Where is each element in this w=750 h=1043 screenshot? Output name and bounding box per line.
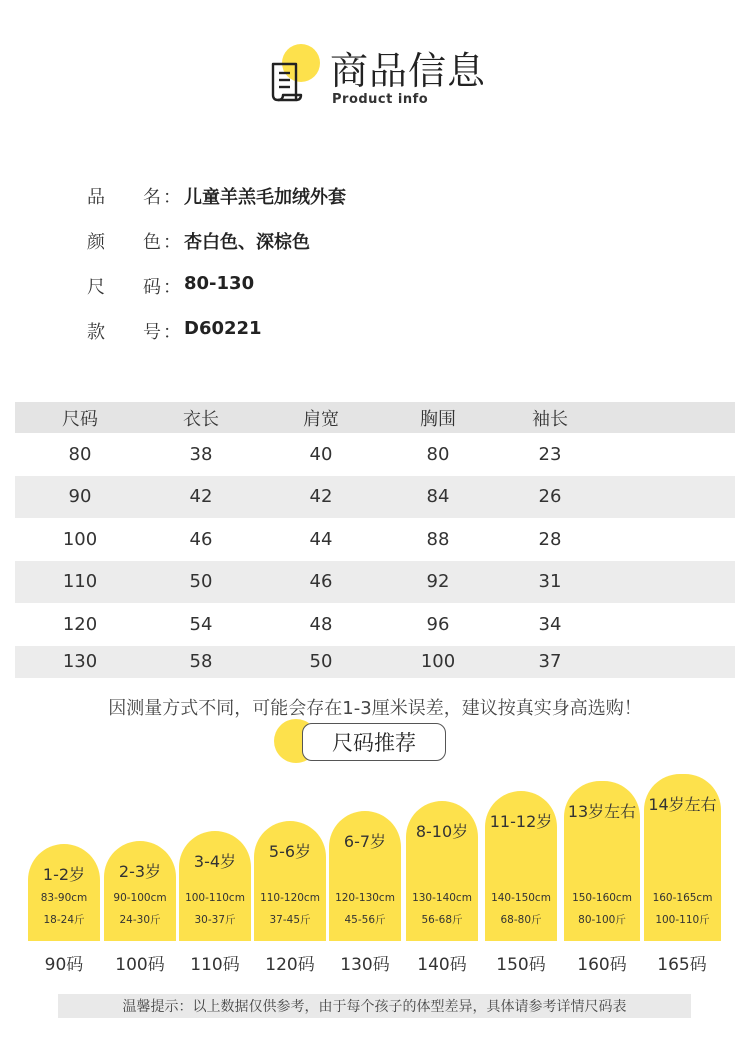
- info-key-char: 色: [143, 232, 161, 253]
- table-row: [15, 561, 735, 604]
- recommend-weight: 80-100斤: [578, 914, 626, 926]
- recommend-size-label: 120码: [265, 955, 315, 975]
- table-cell: 44: [309, 528, 333, 550]
- recommend-weight: 68-80斤: [500, 914, 542, 926]
- table-cell: 54: [189, 613, 213, 635]
- table-cell: 31: [538, 571, 562, 593]
- info-colon: ：: [163, 232, 181, 253]
- table-header-cell: 胸围: [420, 408, 456, 430]
- recommend-height: 150-160cm: [572, 892, 632, 904]
- recommend-title: 尺码推荐: [302, 723, 446, 761]
- recommend-size-label: 100码: [115, 955, 165, 975]
- recommend-size-label: 160码: [577, 955, 627, 975]
- table-cell: 120: [62, 613, 98, 635]
- recommend-bar: [179, 831, 251, 941]
- recommend-weight: 18-24斤: [43, 914, 85, 926]
- table-cell: 42: [309, 486, 333, 508]
- info-key-char: 尺: [87, 277, 105, 298]
- reminder-tip: 温馨提示：以上数据仅供参考，由于每个孩子的体型差异，具体请参考详情尺码表: [58, 994, 691, 1018]
- table-cell: 100: [420, 651, 456, 672]
- info-value: 杏白色、深棕色: [184, 232, 310, 253]
- recommend-size-label: 130码: [340, 955, 390, 975]
- recommend-height: 120-130cm: [335, 892, 395, 904]
- info-value: 儿童羊羔毛加绒外套: [184, 187, 346, 208]
- recommend-age: 8-10岁: [415, 822, 469, 841]
- recommend-height: 83-90cm: [40, 892, 88, 904]
- table-cell: 90: [68, 486, 92, 508]
- recommend-weight: 30-37斤: [194, 914, 236, 926]
- recommend-weight: 45-56斤: [344, 914, 386, 926]
- table-header-cell: 肩宽: [303, 408, 339, 430]
- table-cell: 34: [538, 613, 562, 635]
- info-key-char: 码: [143, 277, 161, 298]
- recommend-age: 13岁左右: [567, 802, 637, 821]
- info-colon: ：: [163, 277, 181, 298]
- recommend-age: 2-3岁: [118, 862, 162, 881]
- recommend-age: 11-12岁: [489, 812, 553, 831]
- measurement-note: 因测量方式不同，可能会存在1-3厘米误差，建议按真实身高选购！: [108, 698, 642, 719]
- table-cell: 28: [538, 528, 562, 550]
- table-cell: 50: [309, 651, 333, 672]
- table-cell: 80: [426, 443, 450, 465]
- recommend-height: 140-150cm: [491, 892, 551, 904]
- recommend-size-label: 165码: [657, 955, 707, 975]
- table-header-cell: 尺码: [62, 408, 98, 430]
- recommend-size-label: 140码: [417, 955, 467, 975]
- recommend-age: 1-2岁: [42, 865, 86, 884]
- table-cell: 96: [426, 613, 450, 635]
- info-value: D60221: [184, 318, 262, 339]
- recommend-height: 90-100cm: [113, 892, 167, 904]
- table-cell: 50: [189, 571, 213, 593]
- table-cell: 46: [309, 571, 333, 593]
- table-cell: 84: [426, 486, 450, 508]
- recommend-bar: [485, 791, 557, 941]
- table-header-row: [15, 402, 735, 433]
- recommend-bar: [329, 811, 401, 941]
- table-row: [15, 603, 735, 646]
- recommend-age: 14岁左右: [648, 795, 717, 814]
- table-cell: 23: [538, 443, 562, 465]
- info-colon: ：: [163, 187, 181, 208]
- table-cell: 80: [68, 443, 92, 465]
- recommend-size-label: 150码: [496, 955, 546, 975]
- info-key-char: 号: [143, 322, 161, 343]
- table-cell: 37: [538, 651, 562, 672]
- recommend-weight: 56-68斤: [421, 914, 463, 926]
- recommend-size-label: 110码: [190, 955, 240, 975]
- table-cell: 92: [426, 571, 450, 593]
- info-key-char: 名: [143, 187, 161, 208]
- info-value: 80-130: [184, 273, 255, 294]
- recommend-height: 110-120cm: [260, 892, 320, 904]
- table-cell: 110: [62, 571, 98, 593]
- table-header-cell: 袖长: [532, 408, 568, 430]
- table-cell: 26: [538, 486, 562, 508]
- table-cell: 42: [189, 486, 213, 508]
- table-cell: 48: [309, 613, 333, 635]
- recommend-weight: 24-30斤: [119, 914, 161, 926]
- recommend-bar: [28, 844, 100, 941]
- table-cell: 40: [309, 443, 333, 465]
- table-cell: 88: [426, 528, 450, 550]
- table-header-cell: 衣长: [183, 408, 219, 430]
- recommend-weight: 100-110斤: [655, 914, 710, 926]
- size-table: [15, 402, 735, 678]
- section-title: 商品信息: [330, 49, 487, 93]
- document-icon: [270, 60, 304, 106]
- section-subtitle: Product info: [332, 92, 429, 107]
- table-cell: 38: [189, 443, 213, 465]
- info-key-char: 款: [87, 322, 105, 343]
- table-cell: 58: [189, 651, 213, 672]
- table-cell: 100: [62, 528, 98, 550]
- recommend-age: 3-4岁: [193, 852, 237, 871]
- recommend-bar: [104, 841, 176, 941]
- info-colon: ：: [163, 322, 181, 343]
- recommend-bar: [254, 821, 326, 941]
- info-key-char: 颜: [87, 232, 105, 253]
- info-key-char: 品: [87, 187, 105, 208]
- table-cell: 46: [189, 528, 213, 550]
- recommend-bar: [644, 774, 721, 941]
- recommend-height: 130-140cm: [412, 892, 472, 904]
- recommend-age: 6-7岁: [343, 832, 387, 851]
- table-row: [15, 476, 735, 519]
- recommend-bar: [406, 801, 478, 941]
- recommend-height: 100-110cm: [185, 892, 245, 904]
- recommend-height: 160-165cm: [652, 892, 713, 904]
- table-cell: 130: [62, 651, 98, 672]
- recommend-size-label: 90码: [44, 955, 84, 975]
- recommend-bar: [564, 781, 640, 941]
- table-row: [15, 433, 735, 476]
- recommend-age: 5-6岁: [268, 842, 312, 861]
- table-row: [15, 518, 735, 561]
- recommend-weight: 37-45斤: [269, 914, 311, 926]
- table-row: [15, 646, 735, 678]
